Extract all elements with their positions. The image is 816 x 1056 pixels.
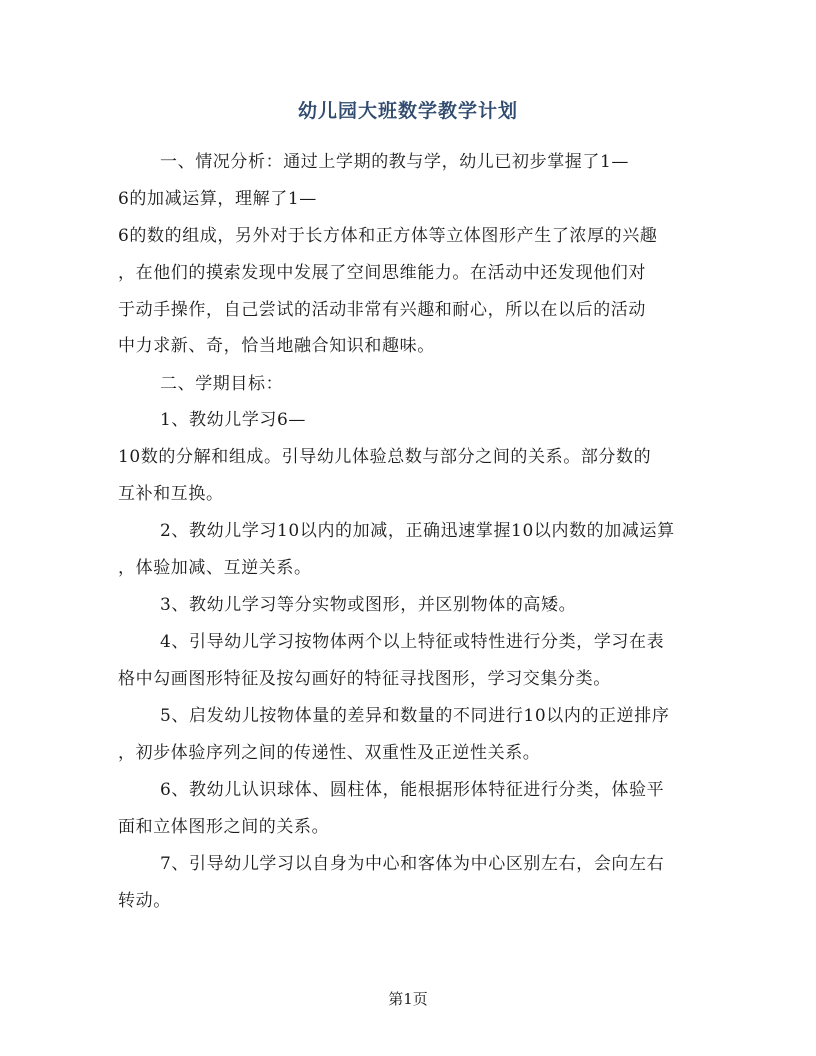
paragraph-line: 转动。 (118, 891, 171, 911)
paragraph-line: ，体验加减、互逆关系。 (118, 558, 312, 578)
paragraph-line: 5、启发幼儿按物体量的差异和数量的不同进行10以内的正逆排序 (160, 706, 670, 726)
paragraph-line: 3、教幼儿学习等分实物或图形，并区别物体的高矮。 (160, 595, 577, 615)
paragraph-line: 一、情况分析：通过上学期的教与学，幼儿已初步掌握了1— (160, 152, 630, 172)
paragraph-line: ，在他们的摸索发现中发展了空间思维能力。在活动中还发现他们对 (118, 263, 646, 283)
paragraph-line: 7、引导幼儿学习以自身为中心和客体为中心区别左右，会向左右 (160, 854, 665, 874)
paragraph-line: 中力求新、奇，恰当地融合知识和趣味。 (118, 336, 435, 356)
page-number: 第1页 (388, 990, 428, 1008)
paragraph-line: 6的数的组成，另外对于长方体和正方体等立体图形产生了浓厚的兴趣 (118, 226, 658, 246)
paragraph-line: 6的加减运算，理解了1— (118, 189, 317, 209)
paragraph-line: ，初步体验序列之间的传递性、双重性及正逆性关系。 (118, 743, 541, 763)
document-title: 幼儿园大班数学教学计划 (297, 100, 518, 122)
paragraph-line: 面和立体图形之间的关系。 (118, 817, 330, 837)
paragraph-line: 6、教幼儿认识球体、圆柱体，能根据形体特征进行分类，体验平 (160, 780, 665, 800)
paragraph-line: 1、教幼儿学习6— (160, 410, 307, 430)
paragraph-line: 互补和互换。 (118, 484, 224, 504)
paragraph-line: 10数的分解和组成。引导幼儿体验总数与部分之间的关系。部分数的 (118, 447, 652, 467)
paragraph-line: 2、教幼儿学习10以内的加减，正确迅速掌握10以内数的加减运算 (160, 521, 675, 541)
paragraph-line: 于动手操作，自己尝试的活动非常有兴趣和耐心，所以在以后的活动 (118, 300, 646, 320)
section-heading: 二、学期目标： (160, 374, 284, 394)
paragraph-line: 格中勾画图形特征及按勾画好的特征寻找图形，学习交集分类。 (118, 669, 611, 689)
paragraph-line: 4、引导幼儿学习按物体两个以上特征或特性进行分类，学习在表 (160, 632, 665, 652)
